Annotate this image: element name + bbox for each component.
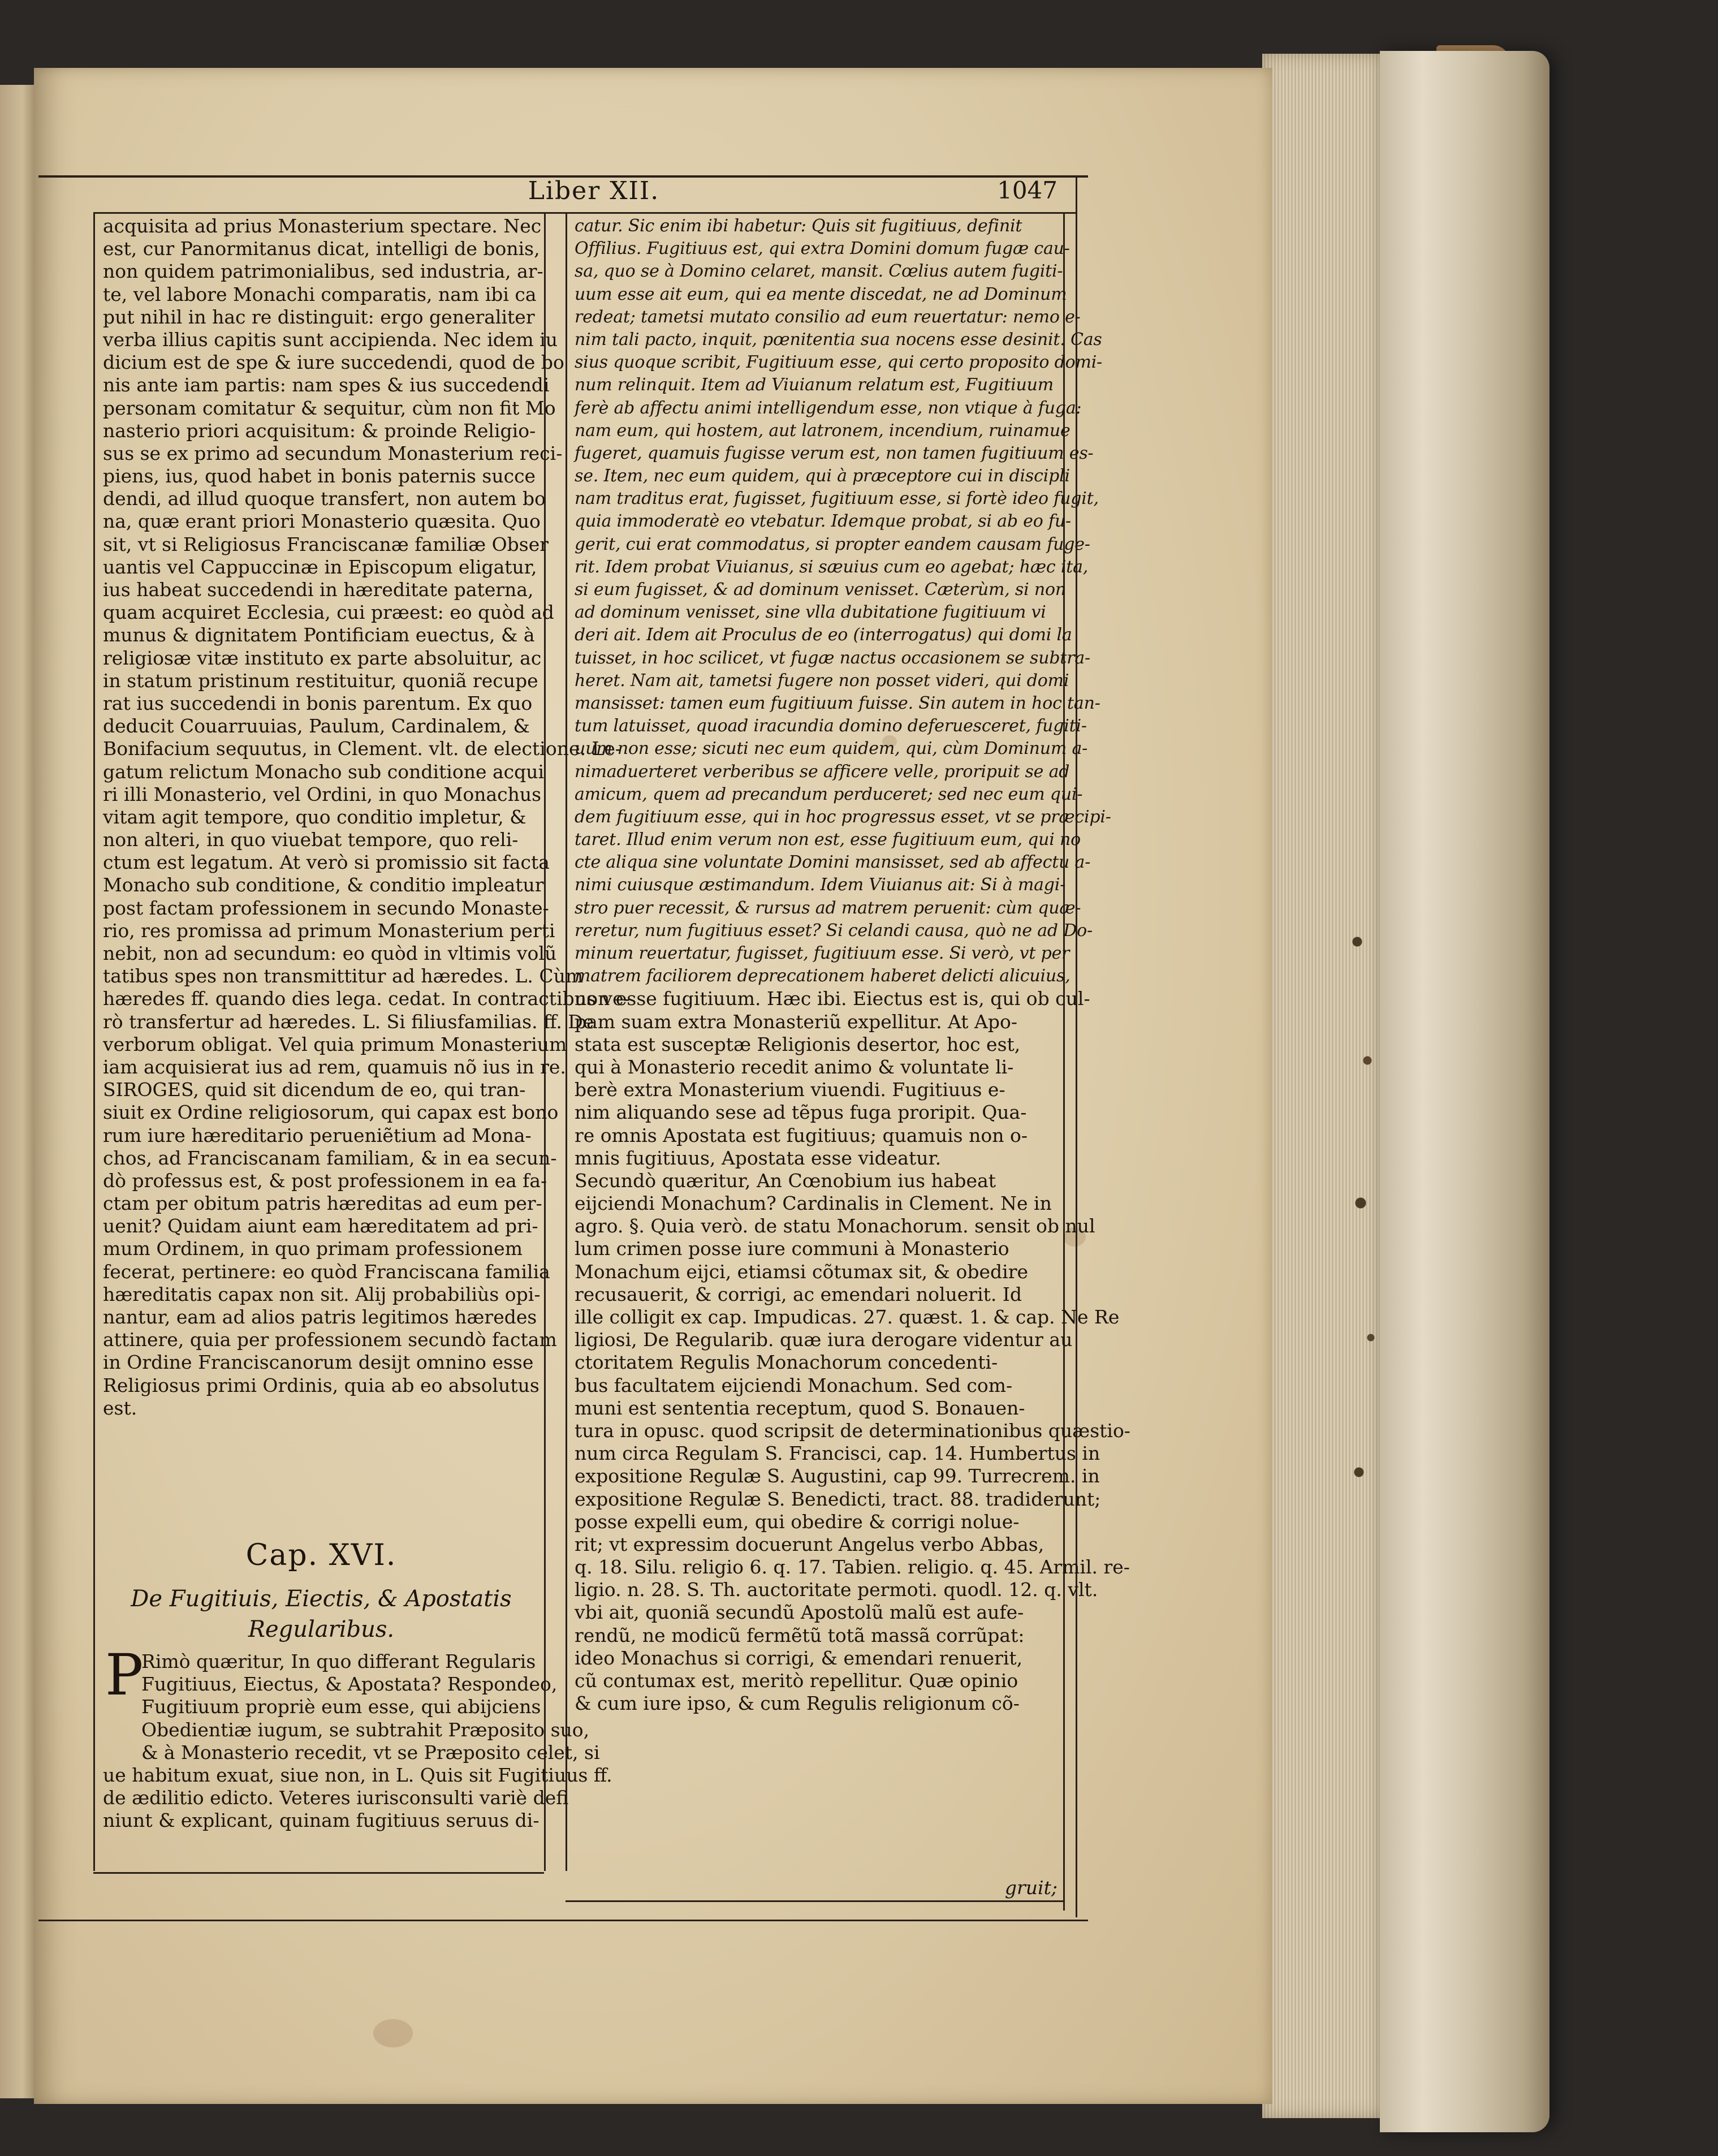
text-line: rat ius succedendi in bonis parentum. Ex quo (103, 692, 533, 714)
text-line: eijciendi Monachum? Cardinalis in Clement. Ne in (575, 1192, 1052, 1215)
text-line: vbi ait, quoniã secundũ Apostolũ malũ est aufe- (575, 1601, 1024, 1624)
text-line: Religiosus primi Ordinis, quia ab eo absolutus (103, 1374, 539, 1396)
text-line: num circa Regulam S. Francisci, cap. 14. Humbertus in (575, 1442, 1100, 1465)
right-column-bottom-rule (566, 1900, 1063, 1902)
chapter-title (103, 1584, 539, 1645)
text-line: sit, vt si Religiosus Franciscanæ familiæ Obser (103, 533, 549, 555)
text-line: ligio. n. 28. S. Th. auctoritate permoti. quodl. 12. q. vlt. (575, 1579, 1098, 1601)
text-line: dendi, ad illud quoque transfert, non autem bo (103, 488, 546, 510)
text-line: post factam professionem in secundo Monaste- (103, 896, 549, 919)
text-line: cũ contumax est, meritò repellitur. Quæ opinio (575, 1670, 1018, 1692)
text-line: iam acquisierat ius ad rem, quamuis nõ ius in re. (103, 1055, 566, 1078)
text-line: rò transfertur ad hæredes. L. Si filiusfamilias. ff. De (103, 1010, 594, 1033)
text-line: religiosæ vitæ instituto ex parte absoluitur, ac (103, 646, 542, 669)
text-line: rio, res promissa ad primum Monasterium perti (103, 919, 555, 942)
text-line: dò professus est, & post professionem in ea fa- (103, 1169, 547, 1192)
text-line: fecerat, pertinere: eo quòd Franciscana familia (103, 1260, 550, 1283)
text-line: ri illi Monasterio, vel Ordini, in quo Monachus (103, 783, 542, 805)
text-line: mnis fugitiuus, Apostata esse videatur. (575, 1146, 942, 1169)
text-line: non esse fugitiuum. Hæc ibi. Eiectus est is, qui ob cul- (575, 988, 1090, 1010)
text-line: uum esse ait eum, qui ea mente discedat, ne ad Dominum (575, 284, 1067, 304)
text-line: tuisset, in hoc scilicet, vt fugæ nactus occasionem se subtra- (575, 648, 1090, 668)
text-line: nantur, eam ad alios patris legitimos hæredes (103, 1306, 537, 1328)
text-line: nimi cuiusque æstimandum. Idem Viuianus ait: Si à magi- (575, 875, 1066, 895)
text-line: verba illius capitis sunt accipienda. Nec idem iu (103, 328, 558, 351)
text-line: si eum fugisset, & ad dominum venisset. Cæterùm, si non (575, 580, 1066, 600)
text-line: expositione Regulæ S. Benedicti, tract. 88. tradiderunt; (575, 1487, 1101, 1510)
text-line: catur. Sic enim ibi habetur: Quis sit fugitiuus, definit (575, 216, 1022, 236)
text-line: hæredes ff. quando dies lega. cedat. In contractibus ve- (103, 988, 630, 1010)
text-line: heret. Nam ait, tametsi fugere non posset videri, qui domi (575, 670, 1069, 691)
text-line: rit. Idem probat Viuianus, si sæuius cum eo agebat; hæc ita, (575, 557, 1089, 577)
page-number: 1047 (997, 176, 1057, 204)
text-line: nebit, non ad secundum: eo quòd in vltimis volũ (103, 942, 557, 964)
text-line: Secundò quæritur, An Cœnobium ius habeat (575, 1169, 996, 1192)
text-line: dem fugitiuum esse, qui in hoc progressus esset, vt se præcipi- (575, 807, 1111, 827)
text-line: ue habitum exuat, siue non, in L. Quis sit Fugitiuus ff. (103, 1763, 612, 1786)
left-column-rule (93, 214, 95, 1871)
text-line: taret. Illud enim verum non est, esse fugitiuum eum, qui no (575, 830, 1081, 850)
text-line: Offilius. Fugitiuus est, qui extra Domini domum fugæ cau- (575, 239, 1070, 259)
text-line: quia immoderatè eo vtebatur. Idemque probat, si ab eo fu- (575, 511, 1071, 532)
text-line: & cum iure ipso, & cum Regulis religionum cõ- (575, 1692, 1020, 1715)
text-line: non alteri, in quo viuebat tempore, quo reli- (103, 829, 519, 851)
text-line: amicum, quem ad precandum perduceret; sed nec eum qui- (575, 784, 1083, 804)
text-line: non quidem patrimonialibus, sed industria, ar- (103, 260, 543, 283)
right-text-column (575, 215, 1130, 1715)
foxing-spot (373, 2019, 413, 2047)
text-line: ligiosi, De Regularib. quæ iura derogare videntur au (575, 1329, 1073, 1351)
text-line: uantis vel Cappuccinæ in Episcopum eligatur, (103, 555, 537, 578)
text-line: se. Item, nec eum quidem, qui à præceptore cui in discipli (575, 466, 1070, 486)
text-line: ille colligit ex cap. Impudicas. 27. quæst. 1. & cap. Ne Re (575, 1306, 1120, 1328)
text-line: Bonifacium sequutus, in Clement. vlt. de electione. Le- (103, 738, 622, 760)
text-line: Rimò quæritur, In quo differant Regularis (141, 1650, 536, 1672)
text-line: mum Ordinem, in quo primam professionem (103, 1237, 523, 1260)
text-line: est. (103, 1396, 137, 1419)
facing-page-edge (0, 85, 37, 2098)
header-rule (93, 212, 1076, 214)
text-line: expositione Regulæ S. Augustini, cap 99. Turrecrem. in (575, 1465, 1100, 1487)
text-line: lum crimen posse iure communi à Monasterio (575, 1237, 1009, 1260)
text-line: uenit? Quidam aiunt eam hæreditatem ad pri- (103, 1215, 538, 1237)
text-line: ctam per obitum patris hæreditas ad eum per- (103, 1192, 542, 1215)
text-line: gatum relictum Monacho sub conditione acqui (103, 760, 545, 783)
text-line: vitam agit tempore, quo conditio impletur, & (103, 805, 526, 828)
text-line: ius habeat succedendi in hæreditate paterna, (103, 579, 534, 601)
text-line: est, cur Panormitanus dicat, intelligi de bonis, (103, 238, 540, 260)
text-line: quam acquiret Ecclesia, cui præest: eo quòd ad (103, 601, 554, 624)
running-head: Liber XII. (528, 176, 660, 205)
text-line: matrem faciliorem deprecationem haberet delicti alicuius, (575, 966, 1070, 986)
text-line: uum non esse; sicuti nec eum quidem, qui, cùm Dominum a- (575, 739, 1088, 759)
text-line: rendũ, ne modicũ fermẽtũ totã massã corrũpat: (575, 1624, 1025, 1646)
text-line: nis ante iam partis: nam spes & ius succedendi (103, 374, 550, 396)
text-line: niunt & explicant, quinam fugitiuus seruus di- (103, 1809, 539, 1832)
text-line: ctoritatem Regulis Monachorum concedenti- (575, 1351, 998, 1374)
text-line: te, vel labore Monachi comparatis, nam ibi ca (103, 283, 537, 305)
text-line: piens, ius, quod habet in bonis paternis succe (103, 465, 536, 488)
text-line: siuit ex Ordine religiosorum, qui capax est bono (103, 1101, 559, 1124)
text-line: Monachum eijci, etiamsi cõtumax sit, & obedire (575, 1260, 1029, 1283)
text-line: nam eum, qui hostem, aut latronem, incendium, ruinamue (575, 420, 1070, 441)
text-line: Fugitiuus, Eiectus, & Apostata? Respondeo, (141, 1673, 558, 1696)
text-line: personam comitatur & sequitur, cùm non fit Mo (103, 396, 556, 419)
chapter-title-line: De Fugitiuis, Eiectis, & Apostatis (131, 1586, 512, 1612)
text-line: attinere, quia per professionem secundò factam (103, 1329, 557, 1351)
text-line: ideo Monachus si corrigi, & emendari renuerit, (575, 1646, 1023, 1669)
text-line: minum reuertatur, fugisset, fugitiuum esse. Si verò, vt per (575, 943, 1070, 963)
text-line: tura in opusc. quod scripsit de determinationibus quæstio- (575, 1419, 1130, 1442)
text-line: ferè ab affectu animi intelligendum esse, non vtique à fuga: (575, 398, 1082, 418)
text-line: num relinquit. Item ad Viuianum relatum est, Fugitiuum (575, 375, 1054, 395)
text-line: bus facultatem eijciendi Monachum. Sed com- (575, 1374, 1013, 1396)
catchword: gruit; (1004, 1877, 1057, 1899)
chapter-title-line: Regularibus. (248, 1616, 395, 1642)
text-line: hæreditatis capax non sit. Alij probabiliùs opi- (103, 1283, 541, 1305)
text-line: SIROGES, quid sit dicendum de eo, qui tran- (103, 1079, 526, 1101)
text-line: tatibus spes non transmittitur ad hæredes. L. Cùm (103, 965, 584, 988)
text-line: berè extra Monasterium viuendi. Fugitiuus e- (575, 1079, 1005, 1101)
text-line: rit; vt expressim docuerunt Angelus verbo Abbas, (575, 1533, 1044, 1555)
text-line: munus & dignitatem Pontificiam euectus, & à (103, 624, 535, 646)
text-line: nim aliquando sese ad tẽpus fuga proripit. Qua- (575, 1101, 1027, 1124)
text-line: q. 18. Silu. religio 6. q. 17. Tabien. religio. q. 45. Armil. re- (575, 1556, 1130, 1579)
text-line: deri ait. Idem ait Proculus de eo (interrogatus) qui domi la (575, 625, 1072, 645)
text-line: Obedientiæ iugum, se subtrahit Præposito suo, (141, 1718, 590, 1741)
text-line: stro puer recessit, & rursus ad matrem peruenit: cùm quæ- (575, 898, 1081, 918)
text-line: ctum est legatum. At verò si promissio sit facta (103, 851, 550, 874)
text-line: mansisset: tamen eum fugitiuum fuisse. Sin autem in hoc tan- (575, 693, 1100, 713)
left-column-bottom-rule (93, 1872, 544, 1874)
text-line: recusauerit, & corrigi, ac emendari noluerit. Id (575, 1283, 1022, 1305)
text-line: verborum obligat. Vel quia primum Monasterium (103, 1033, 567, 1055)
text-line: acquisita ad prius Monasterium spectare. Nec (103, 215, 542, 237)
text-line: deducit Couarruuias, Paulum, Cardinalem, & (103, 715, 530, 738)
text-line: muni est sententia receptum, quod S. Bonauen- (575, 1396, 1025, 1419)
text-line: agro. §. Quia verò. de statu Monachorum. sensit ob nul (575, 1215, 1095, 1237)
text-line: put nihil in hac re distinguit: ergo generaliter (103, 305, 535, 328)
chapter-heading: Cap. XVI. (245, 1538, 397, 1572)
edge-stains (1347, 902, 1381, 1694)
drop-cap-initial: P (105, 1642, 144, 1708)
text-line: na, quæ erant priori Monasterio quæsita. Quo (103, 510, 541, 533)
text-line: rum iure hæreditario perueniẽtium ad Mona- (103, 1124, 532, 1146)
text-line: sius quoque scribit, Fugitiuum esse, qui certo proposito domi- (575, 352, 1103, 373)
text-line: dicium est de spe & iure succedendi, quod de bo (103, 351, 564, 374)
left-text-column (103, 215, 630, 1420)
text-line: qui à Monasterio recedit animo & voluntate li- (575, 1055, 1014, 1078)
text-line: pam suam extra Monasteriũ expellitur. At Apo- (575, 1010, 1018, 1033)
text-line: de ædilitio edicto. Veteres iurisconsulti variè defi (103, 1787, 569, 1809)
outer-frame-right (1076, 175, 1077, 1917)
text-line: Fugitiuum propriè eum esse, qui abijciens (141, 1696, 541, 1718)
text-line: nasterio priori acquisitum: & proinde Religio- (103, 419, 536, 442)
text-line: nam traditus erat, fugisset, fugitiuum esse, si fortè ideo fugit, (575, 489, 1099, 509)
text-line: cte aliqua sine voluntate Domini mansisset, sed ab affectu a- (575, 852, 1091, 873)
text-line: gerit, cui erat commodatus, si propter eandem causam fuge- (575, 534, 1090, 554)
text-line: reretur, num fugitiuus esset? Si celandi causa, quò ne ad Do- (575, 920, 1093, 941)
text-line: ad dominum venisset, sine vlla dubitatione fugitiuum vi (575, 602, 1046, 623)
text-line: tum latuisset, quoad iracundia domino deferuesceret, fugiti- (575, 716, 1087, 736)
text-line: sa, quo se à Domino celaret, mansit. Cœlius autem fugiti- (575, 261, 1063, 282)
text-line: fugeret, quamuis fugisse verum est, non tamen fugitiuum es- (575, 443, 1094, 463)
text-line: chos, ad Franciscanam familiam, & in ea secun- (103, 1146, 557, 1169)
text-line: in statum pristinum restituitur, quoniã recupe (103, 669, 538, 692)
text-line: & à Monasterio recedit, vt se Præposito celet, si (141, 1741, 600, 1763)
text-line: Monacho sub conditione, & conditio impleatur (103, 874, 544, 896)
page-block-edges (1262, 54, 1387, 2118)
text-line: stata est susceptæ Religionis desertor, hoc est, (575, 1033, 1021, 1055)
text-line: re omnis Apostata est fugitiuus; quamuis non o- (575, 1124, 1028, 1146)
text-line: nim tali pacto, inquit, pœnitentia sua nocens esse desinit. Cas (575, 329, 1102, 350)
text-line: sus se ex primo ad secundum Monasterium reci- (103, 442, 563, 464)
text-line: nimaduerteret verberibus se afficere velle, proripuit se ad (575, 761, 1070, 782)
text-line: posse expelli eum, qui obedire & corrigi nolue- (575, 1510, 1020, 1533)
text-line: in Ordine Franciscanorum desijt omnino esse (103, 1351, 534, 1374)
vellum-cover (1380, 51, 1549, 2132)
chapter-opening-text (103, 1650, 612, 1832)
text-line: redeat; tametsi mutato consilio ad eum reuertatur: nemo e- (575, 307, 1081, 327)
